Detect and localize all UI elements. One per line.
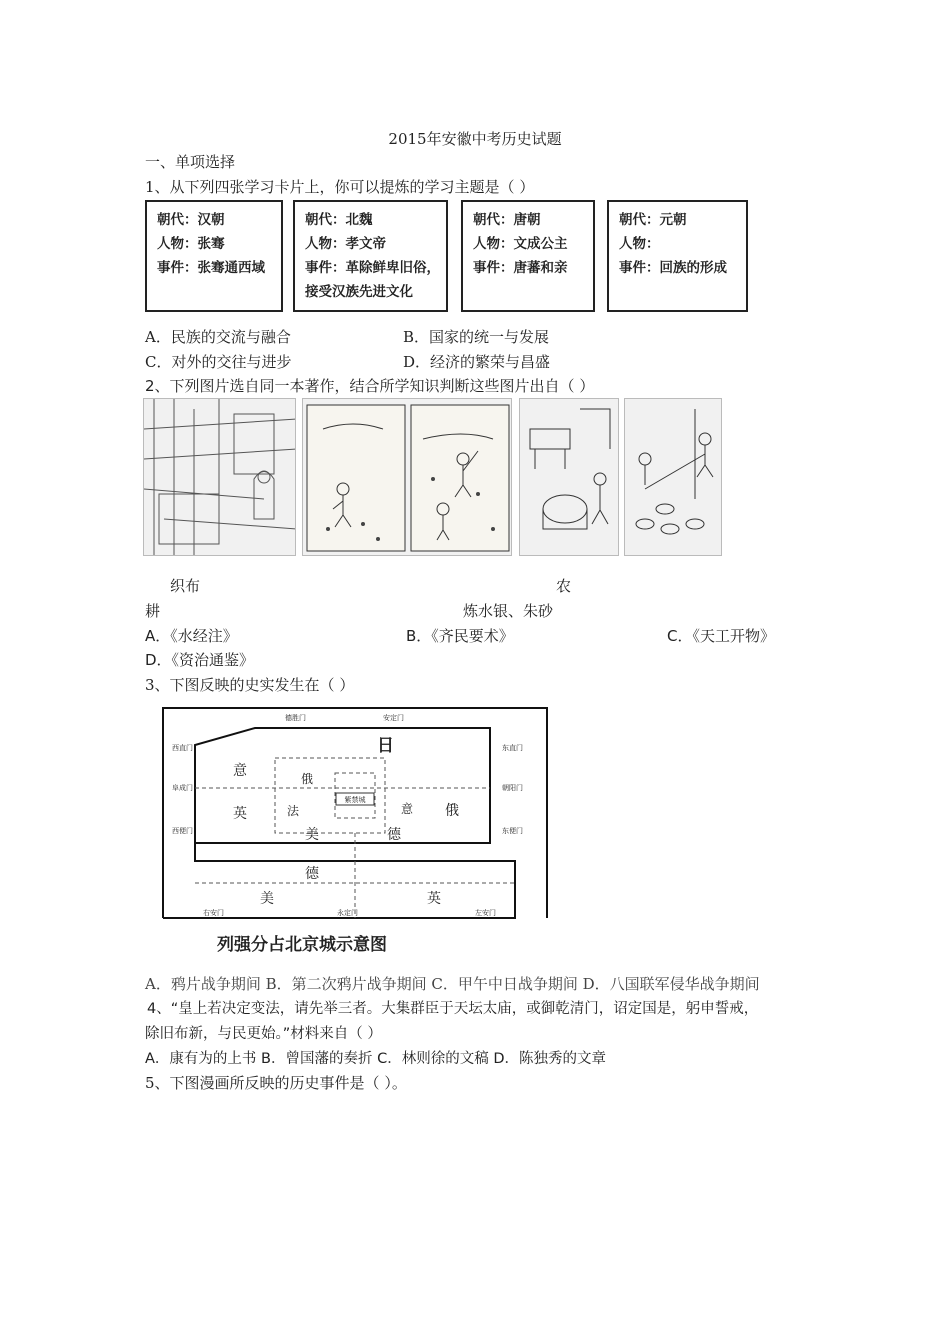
region-germany-inner: 德 bbox=[387, 827, 401, 843]
gate-label: 永定门 bbox=[337, 909, 358, 917]
region-russia-east: 俄 bbox=[445, 803, 459, 819]
region-russia-inner: 俄 bbox=[301, 772, 314, 786]
q2-option-c: C．《天工开物》 bbox=[667, 627, 775, 645]
region-italy-east: 意 bbox=[401, 802, 414, 816]
card-dynasty: 朝代：唐朝 bbox=[473, 212, 541, 228]
q3-stem: 3、下图反映的史实发生在（ ） bbox=[145, 676, 355, 694]
page-title: 2015年安徽中考历史试题 bbox=[388, 130, 562, 148]
card-dynasty: 朝代：元朝 bbox=[619, 212, 687, 228]
q4-stem-line2: 除旧布新，与民更始。”材料来自（ ） bbox=[145, 1026, 382, 1042]
q2-option-d: D．《资治通鉴》 bbox=[145, 651, 255, 669]
study-card-beiwei bbox=[293, 200, 448, 312]
beijing-occupation-map bbox=[155, 703, 555, 958]
card-event: 事件：革除鲜卑旧俗， bbox=[305, 260, 440, 276]
gate-label: 安定门 bbox=[383, 714, 404, 722]
card-event: 事件：回族的形成 bbox=[619, 260, 727, 276]
q2-option-b: B．《齐民要术》 bbox=[406, 627, 514, 645]
gate-label: 西便门 bbox=[172, 827, 193, 835]
card-dynasty: 朝代：北魏 bbox=[305, 212, 373, 228]
card-event: 事件：唐蕃和亲 bbox=[473, 260, 568, 276]
region-usa-outer: 美 bbox=[260, 891, 274, 907]
gate-label: 德胜门 bbox=[285, 714, 306, 722]
region-britain-outer: 英 bbox=[427, 891, 441, 907]
card-person: 人物：文成公主 bbox=[473, 236, 568, 252]
gate-label: 左安门 bbox=[475, 909, 496, 917]
weaving-illustration bbox=[143, 398, 296, 556]
q1-option-b: B．国家的统一与发展 bbox=[403, 328, 550, 346]
q1-option-a: A．民族的交流与融合 bbox=[145, 328, 291, 346]
q1-option-d: D．经济的繁荣与昌盛 bbox=[403, 353, 551, 371]
mercury-illustration-1 bbox=[519, 398, 619, 556]
forbidden-city-label: 紫禁城 bbox=[344, 796, 366, 804]
study-card-tang bbox=[461, 200, 595, 312]
gate-label: 西直门 bbox=[172, 744, 193, 752]
mercury-illustration-2 bbox=[624, 398, 722, 556]
region-france: 法 bbox=[287, 804, 300, 818]
caption-farming-1: 农 bbox=[556, 577, 572, 595]
gate-label: 东便门 bbox=[502, 827, 523, 835]
q1-stem: 1、从下列四张学习卡片上，你可以提炼的学习主题是（ ） bbox=[145, 178, 535, 196]
map-caption: 列强分占北京城示意图 bbox=[217, 935, 387, 955]
q2-stem: 2、下列图片选自同一本著作，结合所学知识判断这些图片出自（ ） bbox=[145, 377, 595, 395]
card-person: 人物：孝文帝 bbox=[305, 236, 386, 252]
card-event-cont: 接受汉族先进文化 bbox=[305, 284, 413, 300]
q2-option-a: A．《水经注》 bbox=[145, 627, 238, 645]
region-usa-inner: 美 bbox=[305, 827, 319, 843]
q1-option-c: C．对外的交往与进步 bbox=[145, 353, 292, 371]
study-card-han bbox=[145, 200, 283, 312]
card-dynasty: 朝代：汉朝 bbox=[157, 212, 225, 228]
gate-label: 东直门 bbox=[502, 744, 523, 752]
caption-weaving: 织布 bbox=[170, 577, 201, 595]
gate-label: 朝阳门 bbox=[502, 784, 523, 792]
q3-options: A．鸦片战争期间 B．第二次鸦片战争期间 C．甲午中日战争期间 D．八国联军侵华战争期间 bbox=[145, 975, 760, 993]
region-britain-west: 英 bbox=[233, 806, 247, 822]
region-japan: 日 bbox=[377, 736, 394, 756]
gate-label: 右安门 bbox=[203, 909, 224, 917]
study-card-yuan bbox=[607, 200, 748, 312]
q5-stem: 5、下图漫画所反映的历史事件是（ ）。 bbox=[145, 1074, 407, 1092]
card-person: 人物：张骞 bbox=[157, 236, 225, 252]
region-germany-outer: 德 bbox=[305, 866, 319, 882]
q4-stem-line1: 4、“皇上若决定变法，请先举三者。大集群臣于天坛太庙，或御乾清门，诏定国是，躬申誓戒， bbox=[147, 1001, 759, 1017]
region-italy-west: 意 bbox=[233, 763, 247, 779]
card-event: 事件：张骞通西域 bbox=[157, 260, 265, 276]
caption-mercury: 炼水银、朱砂 bbox=[463, 602, 554, 620]
caption-farming-2: 耕 bbox=[145, 602, 161, 620]
section-heading: 一、单项选择 bbox=[145, 153, 236, 171]
gate-label: 阜成门 bbox=[172, 784, 193, 792]
q4-options: A．康有为的上书 B．曾国藩的奏折 C．林则徐的文稿 D．陈独秀的文章 bbox=[145, 1051, 606, 1067]
farming-illustration bbox=[302, 398, 512, 556]
card-person: 人物： bbox=[619, 236, 660, 252]
